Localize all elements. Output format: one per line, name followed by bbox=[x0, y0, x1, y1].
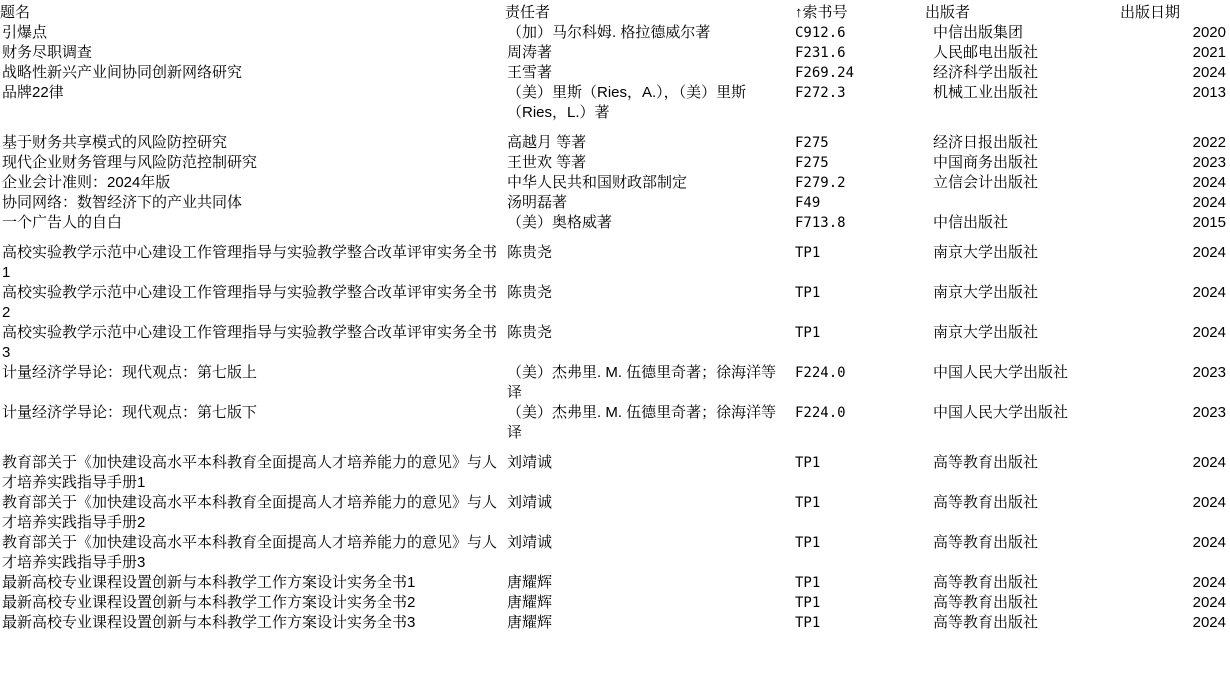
cell-year: 2023 bbox=[1192, 364, 1226, 381]
cell-title[interactable]: 最新高校专业课程设置创新与本科教学工作方案设计实务全书2 bbox=[2, 594, 416, 611]
call-number-text: F224.0 bbox=[795, 405, 846, 421]
column-header-title[interactable]: 题名 bbox=[0, 4, 31, 21]
cell-author: 周涛著 bbox=[507, 44, 553, 61]
call-number-text: F275 bbox=[795, 135, 829, 151]
cell-call-number bbox=[795, 133, 925, 153]
cell-author: 高越月 等著 bbox=[507, 134, 587, 151]
cell-year: 2024 bbox=[1192, 494, 1226, 511]
cell-call-number bbox=[795, 63, 925, 83]
table-row[interactable] bbox=[0, 283, 1230, 323]
catalog-table bbox=[0, 3, 1230, 633]
table-row[interactable] bbox=[0, 63, 1230, 83]
cell-call-number bbox=[795, 323, 925, 363]
cell-title[interactable]: 高校实验教学示范中心建设工作管理指导与实验教学整合改革评审实务全书3 bbox=[2, 324, 498, 361]
table-row[interactable] bbox=[0, 23, 1230, 43]
cell-publisher: 高等教育出版社 bbox=[933, 454, 1039, 471]
cell-title[interactable]: 企业会计准则：2024年版 bbox=[2, 174, 171, 191]
cell-author: （美）里斯（Ries，A.），（美）里斯（Ries，L.）著 bbox=[507, 84, 747, 121]
column-header-call-number-label: 索书号 bbox=[802, 4, 848, 21]
cell-call-number bbox=[795, 403, 925, 443]
table-row[interactable] bbox=[0, 213, 1230, 233]
cell-title[interactable]: 品牌22律 bbox=[2, 84, 64, 101]
cell-publisher bbox=[925, 193, 1120, 213]
cell-publisher: 中国商务出版社 bbox=[933, 154, 1039, 171]
cell-year: 2024 bbox=[1192, 594, 1226, 611]
cell-title[interactable]: 财务尽职调查 bbox=[2, 44, 93, 61]
cell-publisher: 机械工业出版社 bbox=[933, 84, 1039, 101]
table-header-row bbox=[0, 3, 1230, 23]
cell-author: 王雪著 bbox=[507, 64, 553, 81]
column-header-publisher[interactable]: 出版者 bbox=[925, 4, 971, 21]
cell-call-number bbox=[795, 363, 925, 403]
table-row[interactable] bbox=[0, 363, 1230, 403]
call-number-text: TP1 bbox=[795, 245, 821, 261]
cell-call-number bbox=[795, 243, 925, 283]
call-number-text: TP1 bbox=[795, 595, 821, 611]
table-row[interactable] bbox=[0, 83, 1230, 123]
column-header-call-number[interactable] bbox=[795, 3, 925, 23]
cell-author: 刘靖诚 bbox=[507, 534, 553, 551]
cell-year: 2024 bbox=[1192, 574, 1226, 591]
cell-title[interactable]: 教育部关于《加快建设高水平本科教育全面提高人才培养能力的意见》与人才培养实践指导手册1 bbox=[2, 454, 498, 491]
call-number-text: TP1 bbox=[795, 455, 821, 471]
table-row[interactable] bbox=[0, 533, 1230, 573]
cell-title[interactable]: 高校实验教学示范中心建设工作管理指导与实验教学整合改革评审实务全书2 bbox=[2, 284, 498, 321]
cell-publisher: 高等教育出版社 bbox=[933, 574, 1039, 591]
row-group-divider-cell bbox=[0, 123, 1230, 133]
table-row[interactable] bbox=[0, 243, 1230, 283]
cell-author: 唐耀辉 bbox=[507, 574, 553, 591]
call-number-text: F272.3 bbox=[795, 85, 846, 101]
table-row[interactable] bbox=[0, 593, 1230, 613]
cell-title[interactable]: 高校实验教学示范中心建设工作管理指导与实验教学整合改革评审实务全书1 bbox=[2, 244, 498, 281]
cell-title[interactable]: 基于财务共享模式的风险防控研究 bbox=[2, 134, 228, 151]
row-group-divider bbox=[0, 233, 1230, 243]
cell-publisher: 经济科学出版社 bbox=[933, 64, 1039, 81]
call-number-text: F231.6 bbox=[795, 45, 846, 61]
call-number-text: TP1 bbox=[795, 535, 821, 551]
row-group-divider bbox=[0, 443, 1230, 453]
table-row[interactable] bbox=[0, 613, 1230, 633]
cell-call-number bbox=[795, 213, 925, 233]
cell-publisher: 中国人民大学出版社 bbox=[933, 364, 1069, 381]
table-row[interactable] bbox=[0, 193, 1230, 213]
row-group-divider-cell bbox=[0, 233, 1230, 243]
column-header-year[interactable]: 出版日期 bbox=[1120, 4, 1181, 21]
cell-title[interactable]: 计量经济学导论：现代观点：第七版上 bbox=[2, 364, 258, 381]
table-row[interactable] bbox=[0, 323, 1230, 363]
row-group-divider bbox=[0, 123, 1230, 133]
table-row[interactable] bbox=[0, 153, 1230, 173]
cell-year: 2024 bbox=[1192, 324, 1226, 341]
call-number-text: C912.6 bbox=[795, 25, 846, 41]
cell-year: 2022 bbox=[1192, 134, 1226, 151]
call-number-text: F713.8 bbox=[795, 215, 846, 231]
cell-title[interactable]: 一个广告人的自白 bbox=[2, 214, 123, 231]
cell-publisher: 南京大学出版社 bbox=[933, 324, 1039, 341]
cell-title[interactable]: 最新高校专业课程设置创新与本科教学工作方案设计实务全书1 bbox=[2, 574, 416, 591]
call-number-text: F279.2 bbox=[795, 175, 846, 191]
table-body bbox=[0, 23, 1230, 633]
cell-publisher: 经济日报出版社 bbox=[933, 134, 1039, 151]
cell-author: 唐耀辉 bbox=[507, 594, 553, 611]
cell-year: 2024 bbox=[1192, 64, 1226, 81]
cell-year: 2024 bbox=[1192, 284, 1226, 301]
cell-title[interactable]: 计量经济学导论：现代观点：第七版下 bbox=[2, 404, 258, 421]
cell-author: 王世欢 等著 bbox=[507, 154, 587, 171]
call-number-text: TP1 bbox=[795, 615, 821, 631]
cell-author: 陈贵尧 bbox=[507, 284, 553, 301]
call-number-text: TP1 bbox=[795, 325, 821, 341]
table-row[interactable] bbox=[0, 403, 1230, 443]
cell-title[interactable]: 教育部关于《加快建设高水平本科教育全面提高人才培养能力的意见》与人才培养实践指导手册2 bbox=[2, 494, 498, 531]
cell-title[interactable]: 最新高校专业课程设置创新与本科教学工作方案设计实务全书3 bbox=[2, 614, 416, 631]
table-row[interactable] bbox=[0, 133, 1230, 153]
table-row[interactable] bbox=[0, 493, 1230, 533]
table-row[interactable] bbox=[0, 43, 1230, 63]
cell-call-number bbox=[795, 593, 925, 613]
cell-author: 中华人民共和国财政部制定 bbox=[507, 174, 688, 191]
cell-year: 2024 bbox=[1192, 174, 1226, 191]
cell-year: 2024 bbox=[1192, 534, 1226, 551]
cell-author: 刘靖诚 bbox=[507, 494, 553, 511]
cell-title[interactable]: 现代企业财务管理与风险防范控制研究 bbox=[2, 154, 258, 171]
cell-call-number bbox=[795, 283, 925, 323]
table-row[interactable] bbox=[0, 573, 1230, 593]
cell-call-number bbox=[795, 533, 925, 573]
cell-publisher: 中国人民大学出版社 bbox=[933, 404, 1069, 421]
cell-call-number bbox=[795, 613, 925, 633]
column-header-author[interactable]: 责任者 bbox=[505, 4, 551, 21]
cell-author: 陈贵尧 bbox=[507, 324, 553, 341]
call-number-text: F49 bbox=[795, 195, 821, 211]
cell-year: 2013 bbox=[1192, 84, 1226, 101]
cell-author: 汤明磊著 bbox=[507, 194, 568, 211]
cell-author: （美）奥格威著 bbox=[507, 214, 613, 231]
cell-title[interactable]: 战略性新兴产业间协同创新网络研究 bbox=[2, 64, 243, 81]
cell-year: 2020 bbox=[1192, 24, 1226, 41]
cell-publisher: 南京大学出版社 bbox=[933, 244, 1039, 261]
cell-publisher: 人民邮电出版社 bbox=[933, 44, 1039, 61]
cell-publisher: 高等教育出版社 bbox=[933, 614, 1039, 631]
cell-publisher: 中信出版社 bbox=[933, 214, 1009, 231]
cell-author: 唐耀辉 bbox=[507, 614, 553, 631]
cell-year: 2024 bbox=[1192, 454, 1226, 471]
cell-publisher: 高等教育出版社 bbox=[933, 494, 1039, 511]
table-row[interactable] bbox=[0, 173, 1230, 193]
call-number-text: TP1 bbox=[795, 575, 821, 591]
cell-publisher: 立信会计出版社 bbox=[933, 174, 1039, 191]
cell-publisher: 南京大学出版社 bbox=[933, 284, 1039, 301]
call-number-text: TP1 bbox=[795, 285, 821, 301]
cell-author: （美）杰弗里. M. 伍德里奇著；徐海洋等译 bbox=[507, 404, 777, 441]
cell-publisher: 高等教育出版社 bbox=[933, 594, 1039, 611]
cell-publisher: 中信出版集团 bbox=[933, 24, 1024, 41]
cell-call-number bbox=[795, 453, 925, 493]
cell-call-number bbox=[795, 173, 925, 193]
cell-title[interactable]: 协同网络：数智经济下的产业共同体 bbox=[2, 194, 243, 211]
cell-title[interactable]: 引爆点 bbox=[2, 24, 48, 41]
cell-call-number bbox=[795, 23, 925, 43]
cell-year: 2024 bbox=[1192, 244, 1226, 261]
cell-publisher: 高等教育出版社 bbox=[933, 534, 1039, 551]
table-header bbox=[0, 3, 1230, 23]
cell-call-number bbox=[795, 193, 925, 213]
cell-call-number bbox=[795, 83, 925, 123]
cell-title[interactable]: 教育部关于《加快建设高水平本科教育全面提高人才培养能力的意见》与人才培养实践指导手册3 bbox=[2, 534, 498, 571]
cell-author: （加）马尔科姆. 格拉德威尔著 bbox=[507, 24, 711, 41]
cell-year: 2023 bbox=[1192, 154, 1226, 171]
cell-call-number bbox=[795, 493, 925, 533]
cell-year: 2024 bbox=[1192, 614, 1226, 631]
cell-call-number bbox=[795, 153, 925, 173]
cell-year: 2024 bbox=[1192, 194, 1226, 211]
cell-call-number bbox=[795, 43, 925, 63]
row-group-divider-cell bbox=[0, 443, 1230, 453]
cell-author: （美）杰弗里. M. 伍德里奇著；徐海洋等译 bbox=[507, 364, 777, 401]
table-row[interactable] bbox=[0, 453, 1230, 493]
sort-ascending-icon: ↑ bbox=[795, 4, 803, 21]
cell-author: 刘靖诚 bbox=[507, 454, 553, 471]
cell-year: 2015 bbox=[1192, 214, 1226, 231]
cell-author: 陈贵尧 bbox=[507, 244, 553, 261]
call-number-text: F224.0 bbox=[795, 365, 846, 381]
call-number-text: TP1 bbox=[795, 495, 821, 511]
cell-call-number bbox=[795, 573, 925, 593]
cell-year: 2023 bbox=[1192, 404, 1226, 421]
cell-year: 2021 bbox=[1192, 44, 1226, 61]
call-number-text: F269.24 bbox=[795, 65, 855, 81]
call-number-text: F275 bbox=[795, 155, 829, 171]
